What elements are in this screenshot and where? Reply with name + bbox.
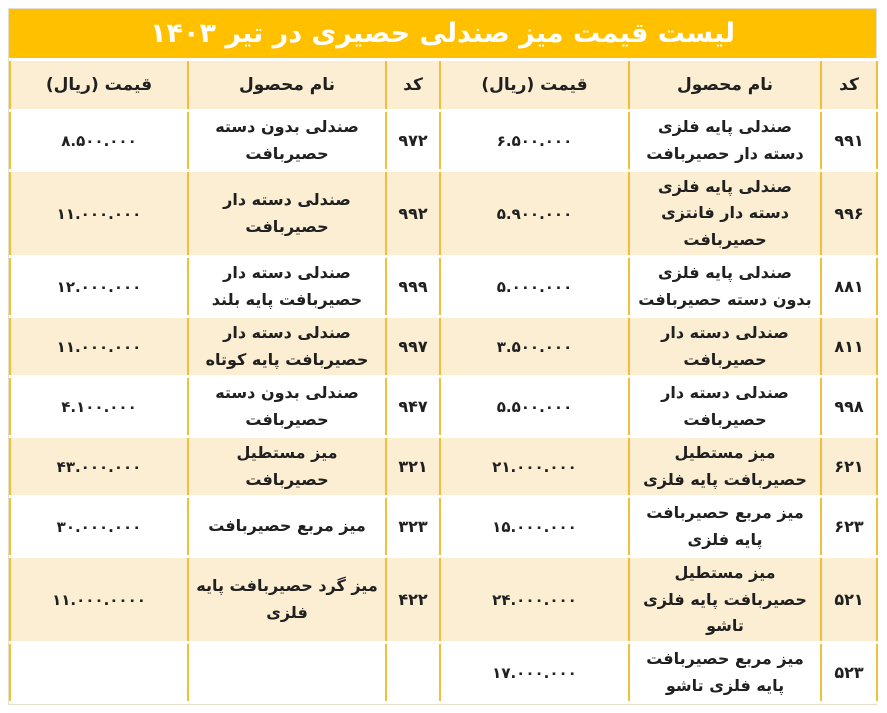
cell-price: ۴.۱۰۰.۰۰۰ <box>10 377 188 437</box>
cell-code: ۹۹۸ <box>821 377 877 437</box>
cell-code: ۹۹۱ <box>821 111 877 171</box>
cell-code: ۳۲۳ <box>386 497 440 557</box>
table-row <box>10 111 877 171</box>
cell-price: ۳۰.۰۰۰.۰۰۰ <box>10 497 188 557</box>
cell-name: صندلی پایه فلزی دسته دار فانتزی حصیربافت <box>629 171 821 257</box>
cell-name: میز مستطیل حصیربافت پایه فلزی تاشو <box>629 557 821 643</box>
cell-name: صندلی دسته دار حصیربافت <box>188 171 386 257</box>
cell-name: صندلی بدون دسته حصیربافت <box>188 377 386 437</box>
table-row <box>10 643 877 703</box>
cell-code: ۹۹۶ <box>821 171 877 257</box>
cell-name <box>188 643 386 703</box>
cell-name: میز مستطیل حصیربافت <box>188 437 386 497</box>
cell-price: ۵.۹۰۰.۰۰۰ <box>440 171 629 257</box>
cell-code: ۹۹۲ <box>386 171 440 257</box>
cell-price <box>10 643 188 703</box>
cell-price: ۱۱.۰۰۰.۰۰۰ <box>10 171 188 257</box>
header-price-right: قیمت (ریال) <box>440 60 629 111</box>
cell-price: ۱۷.۰۰۰.۰۰۰ <box>440 643 629 703</box>
table-row <box>10 317 877 377</box>
cell-code: ۹۴۷ <box>386 377 440 437</box>
header-code-right: کد <box>821 60 877 111</box>
cell-price: ۵.۵۰۰.۰۰۰ <box>440 377 629 437</box>
cell-price: ۳.۵۰۰.۰۰۰ <box>440 317 629 377</box>
table-row <box>10 171 877 257</box>
cell-name: صندلی پایه فلزی بدون دسته حصیربافت <box>629 257 821 317</box>
cell-code: ۸۸۱ <box>821 257 877 317</box>
cell-name: صندلی دسته دار حصیربافت <box>629 377 821 437</box>
cell-code: ۳۲۱ <box>386 437 440 497</box>
cell-code: ۹۷۲ <box>386 111 440 171</box>
cell-code: ۹۹۹ <box>386 257 440 317</box>
cell-name: میز مربع حصیربافت <box>188 497 386 557</box>
header-row <box>10 60 877 111</box>
cell-price: ۴۳.۰۰۰.۰۰۰ <box>10 437 188 497</box>
cell-name: صندلی بدون دسته حصیربافت <box>188 111 386 171</box>
cell-name: صندلی دسته دار حصیربافت پایه کوتاه <box>188 317 386 377</box>
cell-price: ۱۱.۰۰۰.۰۰۰۰ <box>10 557 188 643</box>
cell-code: ۵۲۱ <box>821 557 877 643</box>
cell-price: ۱۵.۰۰۰.۰۰۰ <box>440 497 629 557</box>
cell-name: میز مستطیل حصیربافت پایه فلزی <box>629 437 821 497</box>
cell-name: میز مربع حصیربافت پایه فلزی تاشو <box>629 643 821 703</box>
cell-code: ۶۲۱ <box>821 437 877 497</box>
cell-price: ۶.۵۰۰.۰۰۰ <box>440 111 629 171</box>
cell-price: ۸.۵۰۰.۰۰۰ <box>10 111 188 171</box>
header-name-right: نام محصول <box>629 60 821 111</box>
cell-price: ۲۴.۰۰۰.۰۰۰ <box>440 557 629 643</box>
table-row <box>10 497 877 557</box>
cell-code: ۹۹۷ <box>386 317 440 377</box>
page-title: لیست قیمت میز صندلی حصیری در تیر ۱۴۰۳ <box>9 9 876 58</box>
cell-code <box>386 643 440 703</box>
cell-price: ۲۱.۰۰۰.۰۰۰ <box>440 437 629 497</box>
cell-code: ۶۲۳ <box>821 497 877 557</box>
cell-name: میز گرد حصیربافت پایه فلزی <box>188 557 386 643</box>
cell-name: صندلی دسته دار حصیربافت <box>629 317 821 377</box>
table-row <box>10 257 877 317</box>
cell-price: ۱۱.۰۰۰.۰۰۰ <box>10 317 188 377</box>
price-list-frame <box>8 8 877 705</box>
header-code-left: کد <box>386 60 440 111</box>
cell-code: ۸۱۱ <box>821 317 877 377</box>
table-row <box>10 557 877 643</box>
table-row <box>10 437 877 497</box>
cell-name: صندلی پایه فلزی دسته دار حصیربافت <box>629 111 821 171</box>
cell-code: ۴۲۲ <box>386 557 440 643</box>
cell-code: ۵۲۳ <box>821 643 877 703</box>
cell-name: میز مربع حصیربافت پایه فلزی <box>629 497 821 557</box>
cell-price: ۵.۰۰۰.۰۰۰ <box>440 257 629 317</box>
table-row <box>10 377 877 437</box>
header-name-left: نام محصول <box>188 60 386 111</box>
header-price-left: قیمت (ریال) <box>10 60 188 111</box>
cell-name: صندلی دسته دار حصیربافت پایه بلند <box>188 257 386 317</box>
price-table <box>9 58 878 704</box>
cell-price: ۱۲.۰۰۰.۰۰۰ <box>10 257 188 317</box>
